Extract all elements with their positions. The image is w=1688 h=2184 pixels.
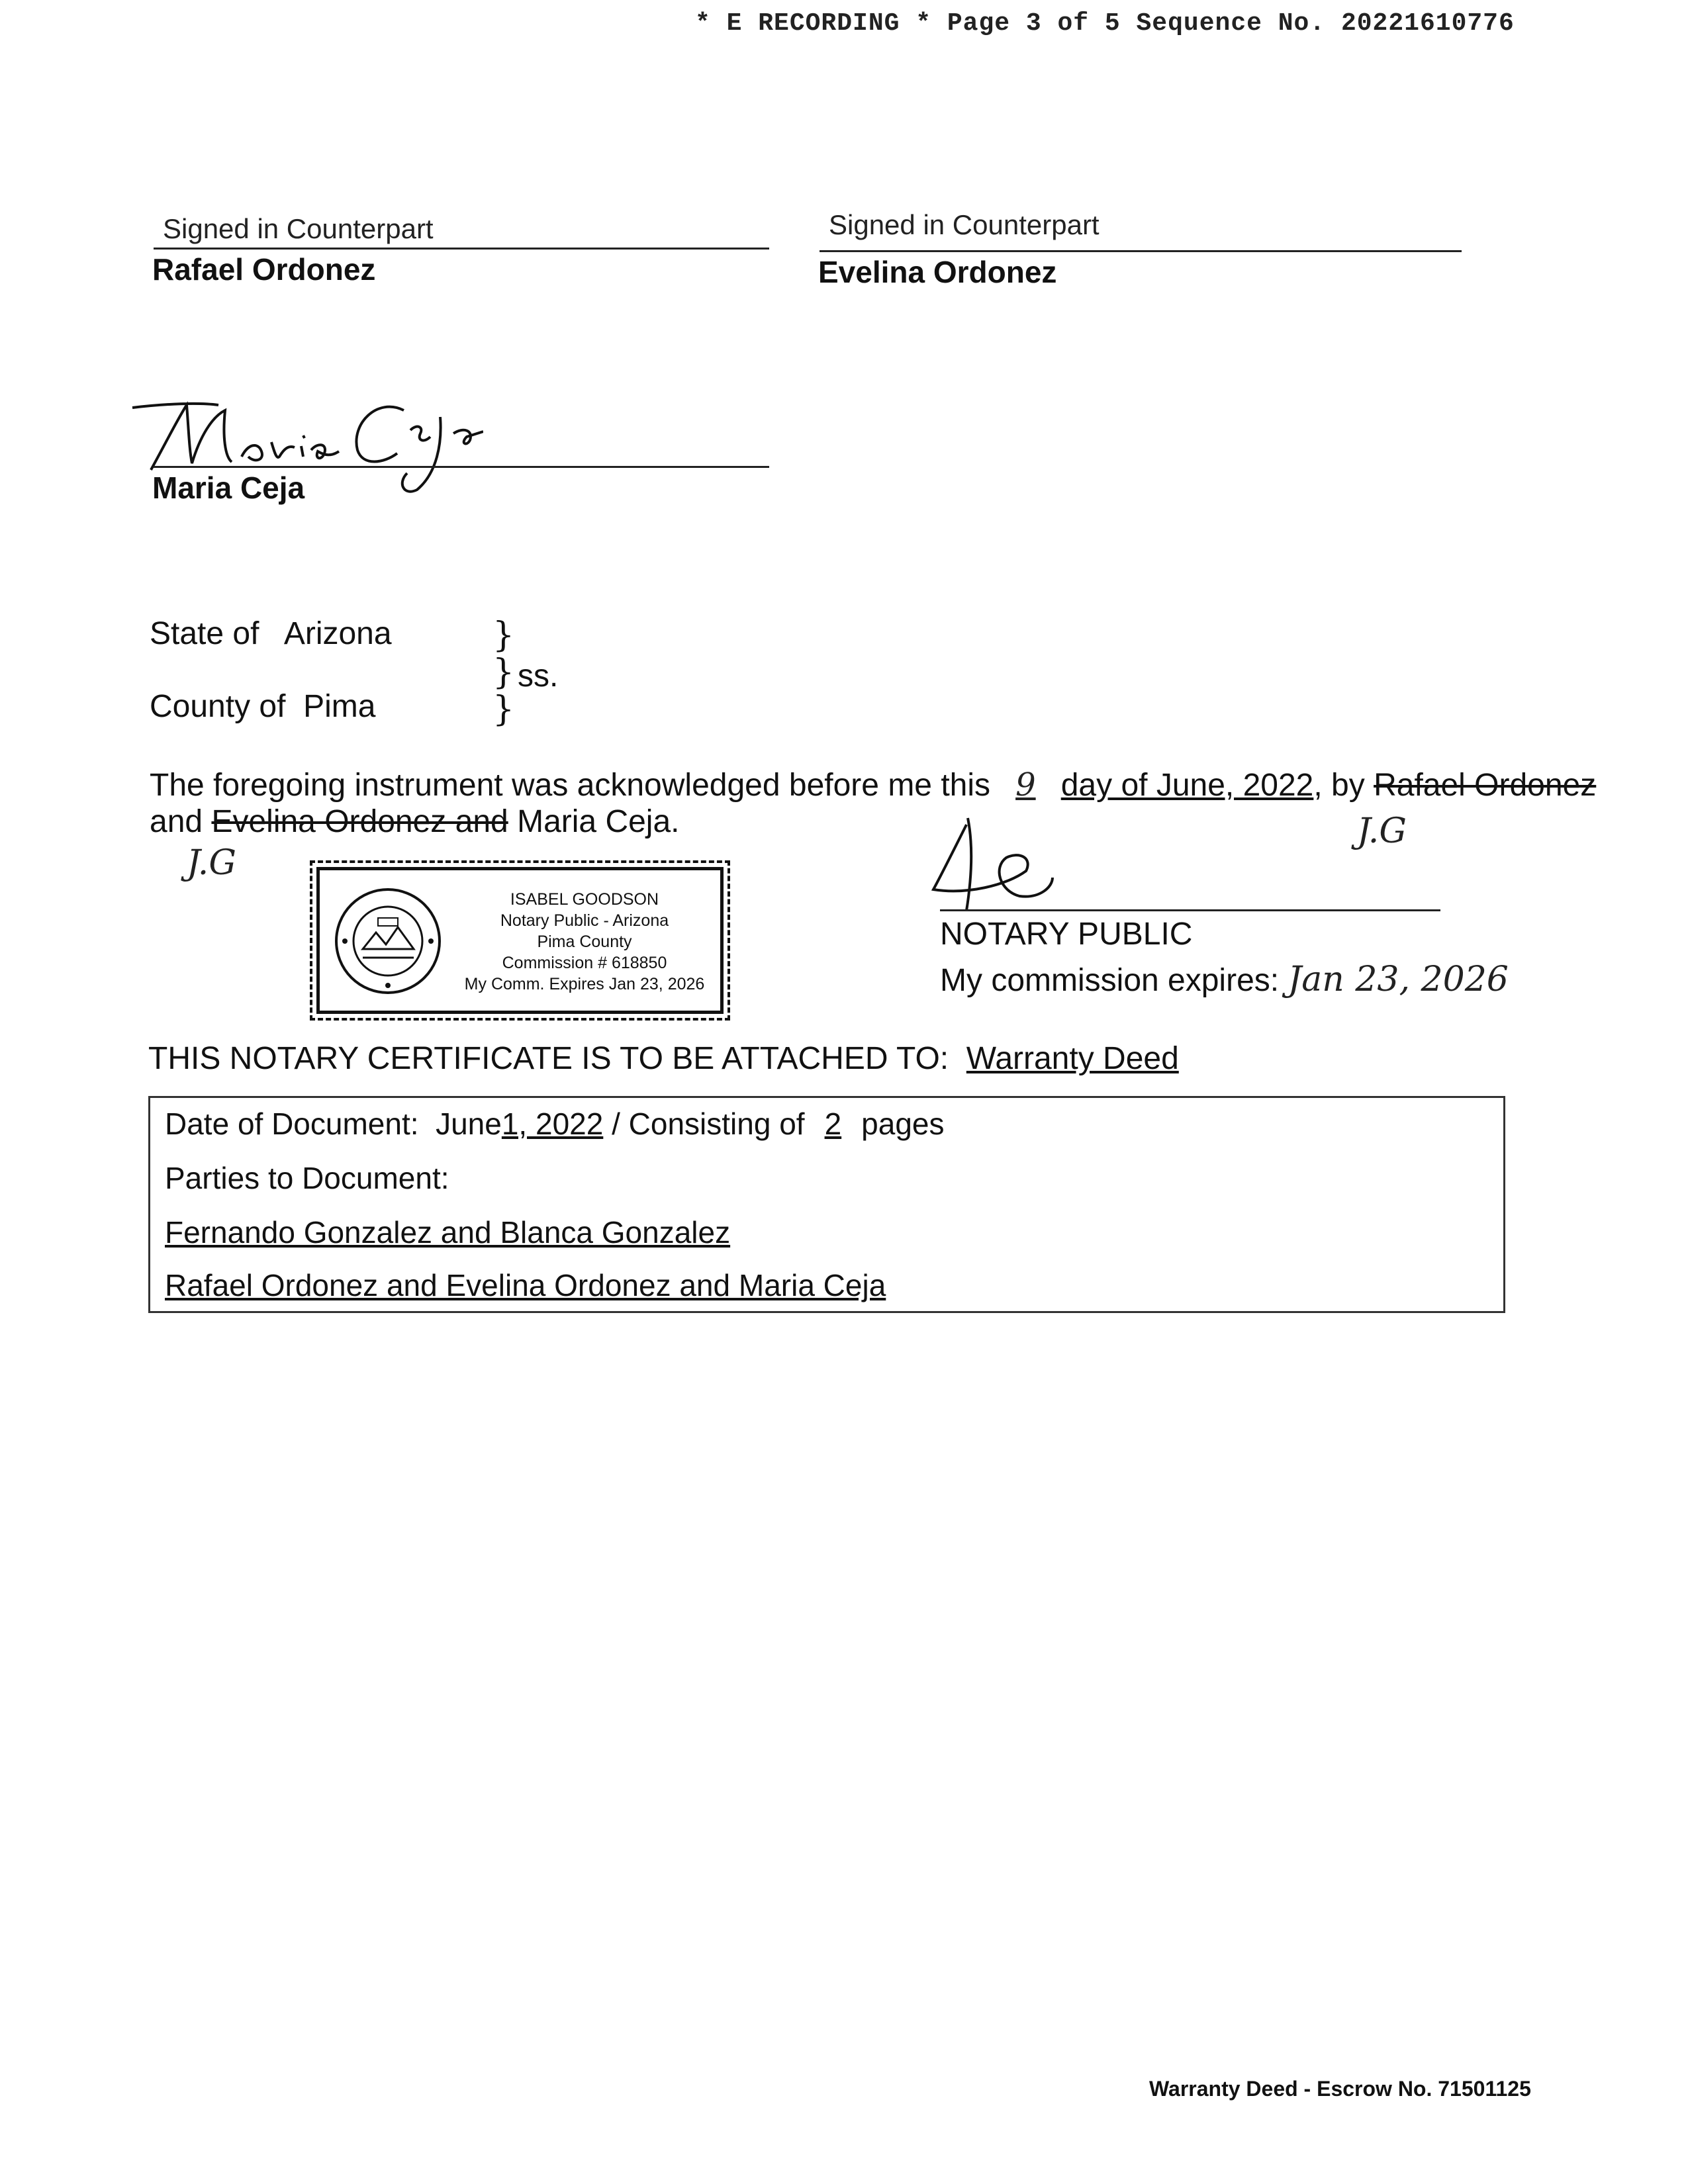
date-of-document-line [165, 1106, 945, 1142]
stamp-expires: My Comm. Expires Jan 23, 2026 [464, 975, 705, 993]
counterpart-note-rafael: Signed in Counterpart [163, 213, 434, 244]
date-rest: 1, 2022 [501, 1107, 604, 1141]
acknowledgment-line-1 [150, 766, 1596, 803]
page-footer: Warranty Deed - Escrow No. 71501125 [1149, 2077, 1531, 2101]
ss-label: ss. [518, 659, 559, 694]
stamp-commission: Commission # 618850 [502, 954, 667, 972]
state-value: Arizona [283, 616, 392, 651]
date-label: Date of Document: [165, 1107, 419, 1141]
county-value: Pima [303, 689, 376, 724]
pages-label: pages [861, 1107, 945, 1141]
attach-document: Warranty Deed [966, 1041, 1179, 1076]
notary-signature-line [940, 909, 1440, 911]
commission-expires-line [940, 960, 1509, 999]
commission-expires-label: My commission expires: [940, 963, 1280, 998]
notary-signature [927, 811, 1086, 917]
initials-left: J.G [187, 843, 236, 883]
brace-top: } [492, 615, 515, 655]
ack-struck-name-1: Rafael Ordonez [1374, 768, 1597, 803]
notary-public-title: NOTARY PUBLIC [940, 917, 1193, 952]
attach-label: THIS NOTARY CERTIFICATE IS TO BE ATTACHED TO: [148, 1041, 949, 1076]
state-line [150, 615, 392, 652]
acknowledgment-line-2 [150, 803, 680, 840]
initials-right: J.G [1357, 811, 1407, 851]
ack-date-text: day of June, 2022 [1060, 768, 1314, 803]
signature-line-maria [154, 466, 769, 468]
stamp-notary-name: ISABEL GOODSON [510, 890, 659, 909]
ack-and: and [150, 804, 203, 839]
counterpart-note-evelina: Signed in Counterpart [829, 209, 1100, 240]
county-label: County of [150, 689, 286, 724]
brace-middle: } [492, 653, 515, 692]
county-line [150, 688, 375, 725]
ack-prefix: The foregoing instrument was acknowledged before me this [150, 768, 991, 803]
parties-label: Parties to Document: [165, 1161, 449, 1195]
stamp-text [452, 889, 717, 995]
ack-by: , by [1313, 768, 1365, 803]
party-1: Fernando Gonzalez and Blanca Gonzalez [165, 1215, 731, 1250]
attach-line [148, 1040, 1179, 1077]
stamp-title: Notary Public - Arizona [500, 911, 669, 930]
recording-header: * E RECORDING * Page 3 of 5 Sequence No. 20221610776 [695, 9, 1515, 38]
commission-expires-value: Jan 23, 2026 [1288, 960, 1509, 999]
notary-stamp [316, 867, 724, 1014]
party-2: Rafael Ordonez and Evelina Ordonez and Maria Ceja [165, 1268, 886, 1302]
brace-bottom: } [492, 690, 515, 729]
pages-number: 2 [824, 1107, 842, 1141]
consisting-label: / Consisting of [612, 1107, 805, 1141]
stamp-county: Pima County [537, 933, 632, 951]
state-label: State of [150, 616, 259, 651]
signature-line-evelina [820, 250, 1462, 252]
signature-line-rafael [154, 248, 769, 250]
signer-name-maria: Maria Ceja [152, 471, 305, 505]
date-month: June [436, 1107, 502, 1141]
arizona-seal-icon [333, 886, 443, 996]
ack-day: 9 [1015, 766, 1036, 803]
document-details-box [148, 1096, 1505, 1313]
signer-name-rafael: Rafael Ordonez [152, 252, 376, 287]
ack-struck-name-2: Evelina Ordonez and [211, 804, 508, 839]
ack-signer: Maria Ceja. [517, 804, 680, 839]
signer-name-evelina: Evelina Ordonez [818, 255, 1057, 289]
